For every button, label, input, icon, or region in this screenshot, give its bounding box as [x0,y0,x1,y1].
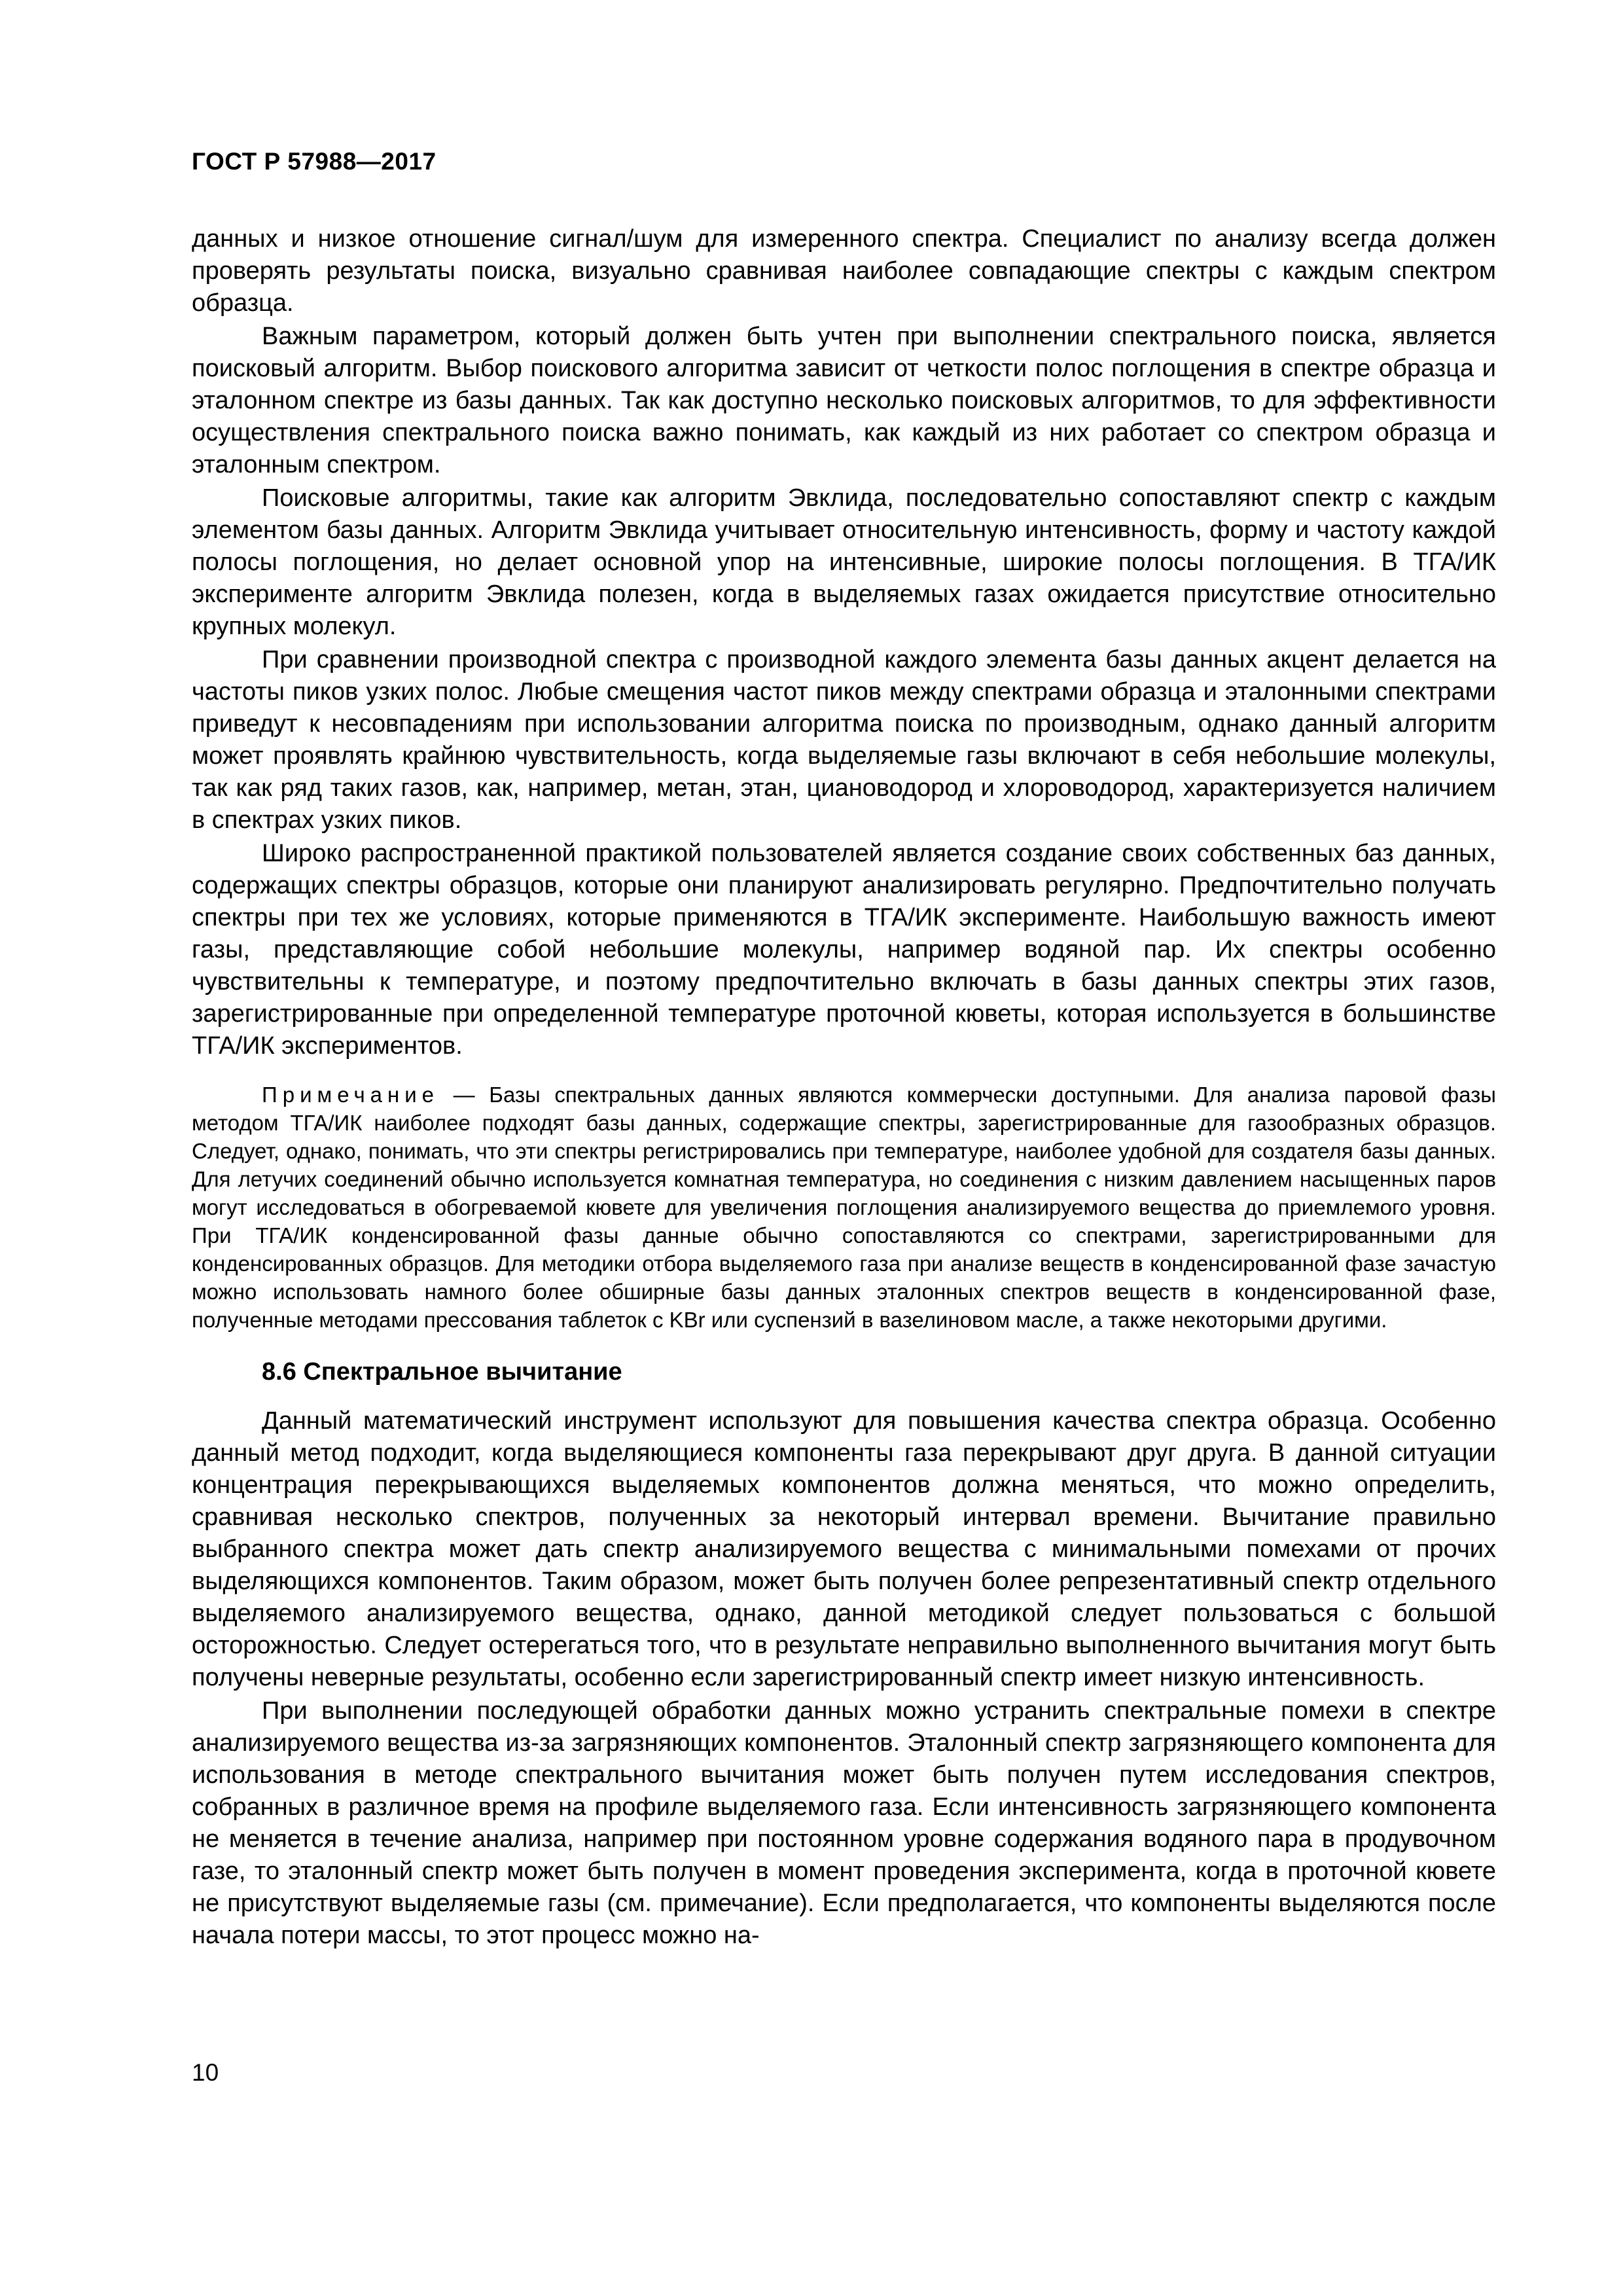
note-paragraph [192,1081,1496,1334]
section-heading: 8.6 Спектральное вычитание [262,1358,622,1386]
paragraph-user-databases: Широко распространенной практикой пользователей является создание своих собственных баз данных, содержащих спектры образцов, которые они планируют анализировать регулярно. Предпочтительно получать спектры при тех же условиях, которые применяются в ТГА/ИК эксперименте. Наибольшую важность имеют газы, представляющие собой небольшие молекулы, например водяной пар. Их спектры особенно чувствительны к температуре, и поэтому предпочтительно включать в базы данных спектры этих газов, зарегистрированные при определенной температуре проточной кюветы, которая используется в большинстве ТГА/ИК экспериментов. [192,840,1496,1060]
paragraph-euclid-algorithm: Поисковые алгоритмы, такие как алгоритм Эвклида, последовательно сопоставляют спектр с каждым элементом базы данных. Алгоритм Эвклида учитывает относительную интенсивность, форму и частоту каждой полосы поглощения, но делает основной упор на интенсивные, широкие полосы поглощения. В ТГА/ИК эксперименте алгоритм Эвклида полезен, когда в выделяемых газах ожидается присутствие относительно крупных молекул. [192,484,1496,640]
note-label: Примечание [262,1083,440,1107]
paragraph-post-processing: При выполнении последующей обработки данных можно устранить спектральные помехи в спектре анализируемого вещества из-за загрязняющих компонентов. Эталонный спектр загрязняющего компонента для использования в методе спектрального вычитания может быть получен путем исследования спектров, собранных в различное время на профиле выделяемого газа. Если интенсивность загрязняющего компонента не меняется в течение анализа, например при постоянном уровне содержания водяного пара в продувочном газе, то эталонный спектр может быть получен в момент проведения эксперимента, когда в проточной кювете не присутствуют выделяемые газы (см. примечание). Если предполагается, что компоненты выделяются после начала потери массы, то этот процесс можно на- [192,1697,1496,1949]
note-text: — Базы спектральных данных являются коммерчески доступными. Для анализа паровой фазы методом ТГА/ИК наиболее подходят базы данных, содержащие спектры, зарегистрированные для газообразных образцов. Следует, однако, понимать, что эти спектры регистрировались при температуре, наиболее удобной для создателя базы данных. Для летучих соединений обычно используется комнатная температура, но соединения с низким давлением насыщенных паров могут исследоваться в обогреваемой кювете для увеличения поглощения анализируемого вещества до приемлемого уровня. При ТГА/ИК конденсированной фазы данные обычно сопоставляются со спектрами, зарегистрированными для конденсированных образцов. Для методики отбора выделяемого газа при анализе веществ в конденсированной фазе зачастую можно использовать намного более обширные базы данных эталонных спектров веществ в конденсированной фазе, полученные методами прессования таблеток с KBr или суспензий в вазелиновом масле, а также некоторыми другими. [192,1083,1496,1332]
page-number: 10 [192,2059,219,2086]
main-text [192,223,1496,1953]
paragraph-derivative-search: При сравнении производной спектра с производной каждого элемента базы данных акцент делается на частоты пиков узких полос. Любые смещения частот пиков между спектрами образца и эталонными спектрами приведут к несовпадениям при использовании алгоритма поиска по производным, однако данный алгоритм может проявлять крайнюю чувствительность, когда выделяемые газы включают в себя небольшие молекулы, так как ряд таких газов, как, например, метан, этан, циановодород и хлороводород, характеризуется наличием в спектрах узких пиков. [192,646,1496,834]
paragraph-search-algorithm: Важным параметром, который должен быть учтен при выполнении спектрального поиска, является поисковый алгоритм. Выбор поискового алгоритма зависит от четкости полос поглощения в спектре образца и эталонном спектре из базы данных. Так как доступно несколько поисковых алгоритмов, то для эффективности осуществления спектрального поиска важно понимать, как каждый из них работает со спектром образца и эталонным спектром. [192,323,1496,478]
paragraph-spectral-subtraction: Данный математический инструмент используют для повышения качества спектра образца. Особенно данный метод подходит, когда выделяющиеся компоненты газа перекрывают друг друга. В данной ситуации концентрация перекрывающихся выделяемых компонентов должна меняться, что можно определить, сравнивая несколько спектров, полученных за некоторый интервал времени. Вычитание правильно выбранного спектра может дать спектр анализируемого вещества с минимальными помехами от прочих выделяющихся компонентов. Таким образом, может быть получен более репрезентативный спектр отдельного выделяемого анализируемого вещества, однако, данной методикой следует пользоваться с большой осторожностью. Следует остерегаться того, что в результате неправильно выполненного вычитания могут быть получены неверные результаты, особенно если зарегистрированный спектр имеет низкую интенсивность. [192,1407,1496,1691]
paragraph-continued: данных и низкое отношение сигнал/шум для измеренного спектра. Специалист по анализу всегда должен проверять результаты поиска, визуально сравнивая наиболее совпадающие спектры с каждым спектром образца. [192,225,1496,317]
document-code-header: ГОСТ Р 57988—2017 [192,148,437,175]
